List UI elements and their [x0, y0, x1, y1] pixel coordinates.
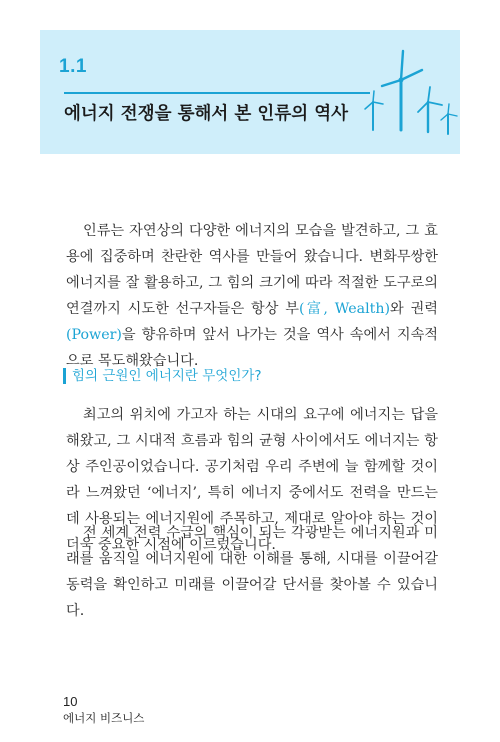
intro-text-tail: 을 향유하며 앞서 나가는 것을 역사 속에서 지속적으로 목도해왔습니다. [66, 327, 438, 369]
running-footer-title: 에너지 비즈니스 [63, 711, 145, 725]
wind-turbines-icon [360, 30, 460, 154]
body-paragraph: 전 세계 전력 수급의 핵심이 되는 각광받는 에너지원과 미래를 움직일 에너지원에 대한 이해를 통해, 시대를 이끌어갈 동력을 확인하고 미래를 이끌어갈 단서를 찾아볼 수 있습니다. [66, 525, 438, 619]
intro-paragraph [66, 218, 438, 374]
power-term: (Power) [66, 327, 122, 343]
section-subheading: 힘의 근원인 에너지란 무엇인가? [63, 368, 262, 384]
body-paragraph: 최고의 위치에 가고자 하는 시대의 요구에 에너지는 답을 해왔고, 그 시대적 흐름과 힘의 균형 사이에서도 에너지는 항상 주인공이었습니다. 공기처럼 우리 주변에 늘 함께할 것이라 느껴왔던 ‘에너지’, 특히 에너지 중에서도 전력을 만드는 데 사용되는 에너지원에 주목하고, 제대로 알아야 하는 것이 더욱 중요한 시점에 이르렀습니다. [66, 407, 438, 553]
intro-text-mid: 와 권력 [390, 301, 438, 317]
section-number: 1.1 [59, 56, 87, 77]
chapter-title: 에너지 전쟁을 통해서 본 인류의 역사 [64, 104, 349, 124]
chapter-header [40, 30, 460, 154]
intro-text-lead: 인류는 자연상의 다양한 에너지의 모습을 발견하고, 그 효용에 집중하며 찬란한 역사를 만들어 왔습니다. 변화무쌍한 에너지를 잘 활용하고, 그 힘의 크기에 따라 적절한 도구로의 연결까지 시도한 선구자들은 항상 부 [66, 223, 438, 317]
wealth-term: (富, Wealth) [299, 301, 390, 317]
page-number: 10 [63, 694, 78, 709]
title-underline [64, 92, 370, 94]
